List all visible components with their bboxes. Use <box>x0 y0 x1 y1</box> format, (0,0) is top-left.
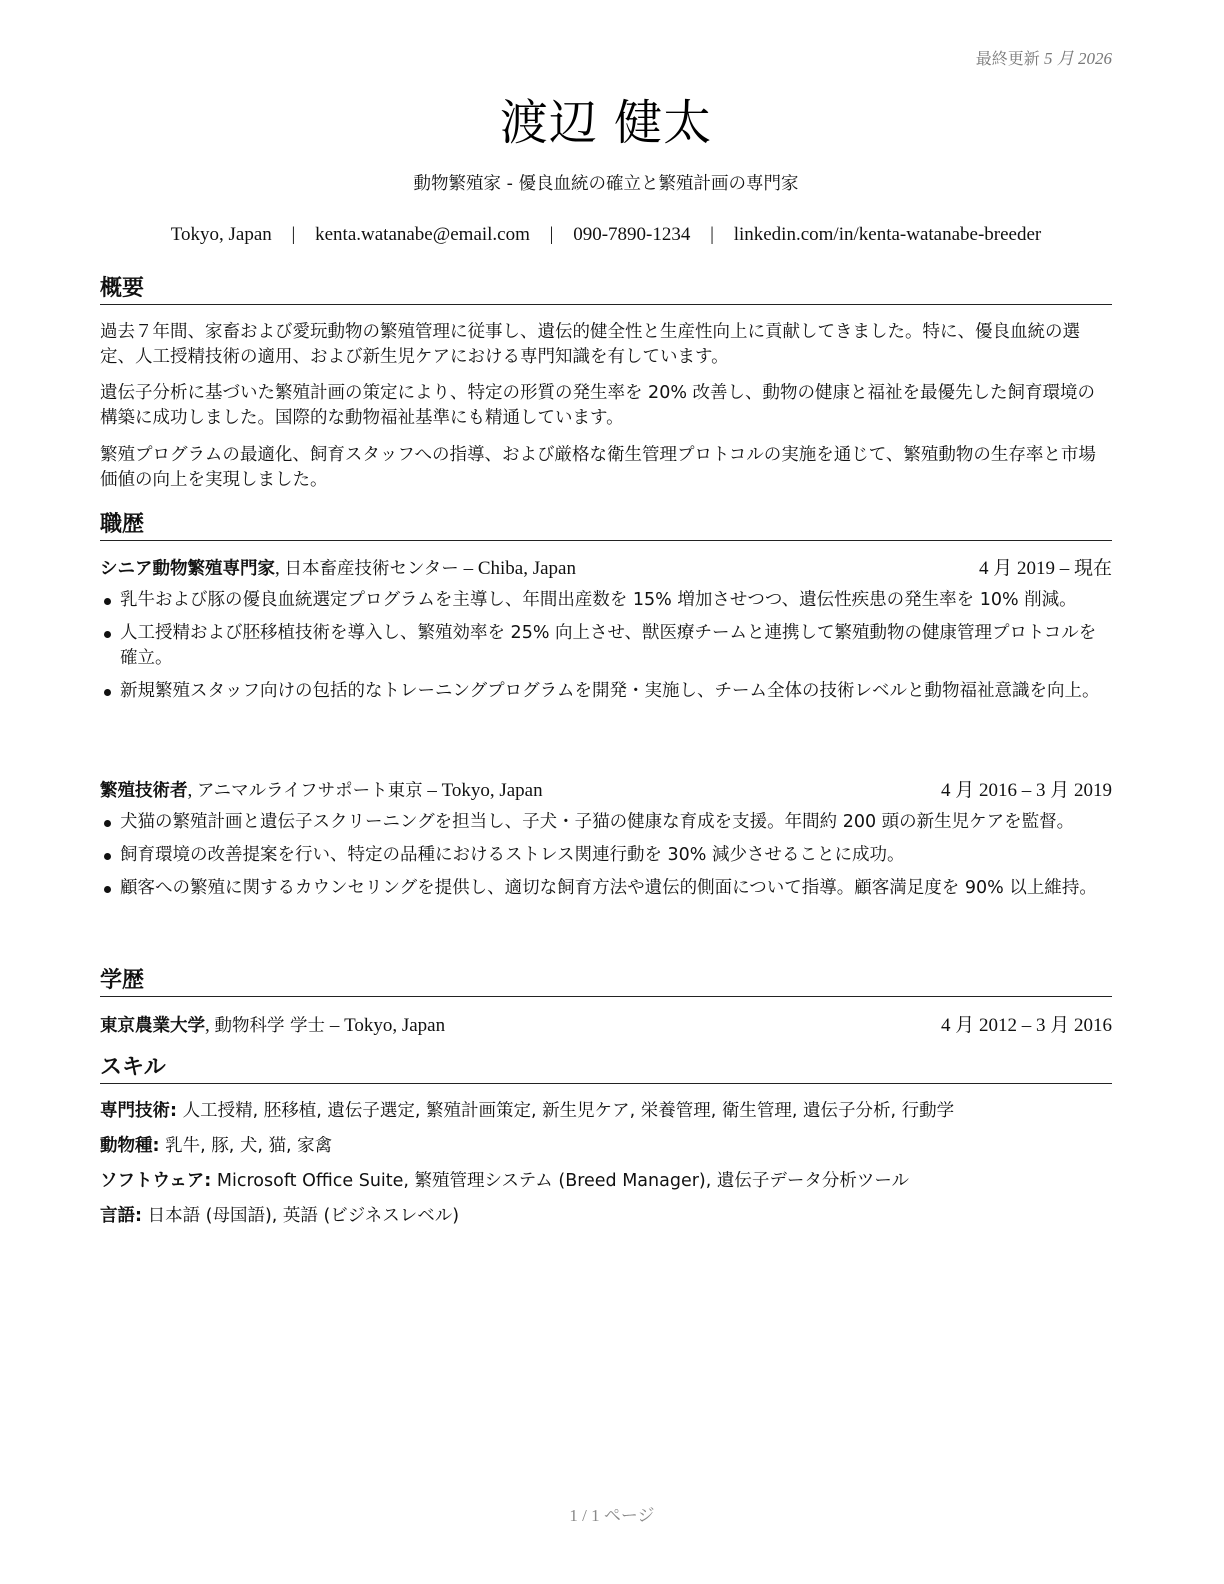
job-dates: 4 月 2019 – 現在 <box>978 558 1112 579</box>
page-number: 1 / 1 ページ <box>569 1506 655 1525</box>
last-updated-label: 最終更新 <box>975 49 1040 68</box>
contact-location: Tokyo, Japan <box>170 224 272 245</box>
job-title: 繁殖技術者 <box>100 781 188 801</box>
skill-value: 人工授精, 胚移植, 遺伝子選定, 繁殖計画策定, 新生児ケア, 栄養管理, 衛生管理, 遺伝子分析, 行動学 <box>182 1101 955 1121</box>
skill-value: 乳牛, 豚, 犬, 猫, 家禽 <box>165 1136 333 1156</box>
summary-heading: 概要 <box>100 275 1112 305</box>
summary-paragraph: 遺伝子分析に基づいた繁殖計画の策定により、特定の形質の発生率を 20% 改善し、動物の健康と福祉を最優先した飼育環境の構築に成功しました。国際的な動物福祉基準にも精通しています。 <box>100 383 1096 428</box>
job-header: シニア動物繁殖専門家, 日本畜産技術センター – Chiba, Japan 4 月 2019 – 現在 <box>100 556 1112 582</box>
summary-paragraph: 繁殖プログラムの最適化、飼育スタッフへの指導、および厳格な衛生管理プロトコルの実施を通じて、繁殖動物の生存率と市場価値の向上を実現しました。 <box>100 445 1096 490</box>
skill-label: ソフトウェア: <box>100 1171 212 1191</box>
skill-label: 専門技術: <box>100 1101 177 1121</box>
skill-value: Microsoft Office Suite, 繁殖管理システム (Breed Manager), 遺伝子データ分析ツール <box>216 1171 910 1191</box>
education-dates: 4 月 2012 – 3 月 2016 <box>940 1015 1112 1036</box>
job-bullets <box>100 810 1112 909</box>
job-header: 繁殖技術者, アニマルライフサポート東京 – Tokyo, Japan 4 月 2016 – 3 月 2019 <box>100 778 1112 804</box>
education-degree: 動物科学 学士 <box>214 1016 326 1036</box>
job-dates: 4 月 2016 – 3 月 2019 <box>940 780 1112 801</box>
skill-row <box>100 1099 1112 1124</box>
job-bullet: 乳牛および豚の優良血統選定プログラムを主導し、年間出産数を 15% 増加させつつ、遺伝性疾患の発生率を 10% 削減。 <box>100 588 1112 613</box>
resume-page <box>100 0 1112 1584</box>
candidate-tagline: 動物繁殖家 - 優良血統の確立と繁殖計画の専門家 <box>413 174 799 194</box>
last-updated <box>976 44 1112 69</box>
candidate-name: 渡辺 健太 <box>499 95 713 151</box>
job-bullet: 顧客への繁殖に関するカウンセリングを提供し、適切な飼育方法や遺伝的側面について指導。顧客満足度を 90% 以上維持。 <box>100 876 1112 901</box>
skill-row <box>100 1134 1112 1159</box>
job-location: Chiba, Japan <box>477 558 576 579</box>
job-bullet: 犬猫の繁殖計画と遺伝子スクリーニングを担当し、子犬・子猫の健康な育成を支援。年間約 200 頭の新生児ケアを監督。 <box>100 810 1112 835</box>
skill-row <box>100 1204 1112 1229</box>
summary-paragraph: 過去７年間、家畜および愛玩動物の繁殖管理に従事し、遺伝的健全性と生産性向上に貢献してきました。特に、優良血統の選定、人工授精技術の適用、および新生児ケアにおける専門知識を有しています。 <box>100 322 1080 367</box>
skill-label: 動物種: <box>100 1136 160 1156</box>
experience-heading: 職歴 <box>100 511 1112 541</box>
contact-separator: | <box>549 224 554 245</box>
job-title: シニア動物繁殖専門家 <box>100 559 275 579</box>
contact-email[interactable]: kenta.watanabe@email.com <box>315 224 530 245</box>
job-organization: 日本畜産技術センター <box>284 559 459 579</box>
job-bullet: 新規繁殖スタッフ向けの包括的なトレーニングプログラムを開発・実施し、チーム全体の技術レベルと動物福祉意識を向上。 <box>100 679 1112 704</box>
job-organization: アニマルライフサポート東京 <box>197 781 423 801</box>
education-school: 東京農業大学 <box>100 1016 205 1036</box>
job-location: Tokyo, Japan <box>441 780 543 801</box>
skill-label: 言語: <box>100 1206 142 1226</box>
education-location: Tokyo, Japan <box>344 1015 446 1036</box>
contact-line <box>100 224 1112 246</box>
education-heading: 学歴 <box>100 967 1112 997</box>
last-updated-date: 5 月 2026 <box>1044 49 1112 68</box>
contact-separator: | <box>291 224 296 245</box>
skill-row <box>100 1169 1112 1194</box>
contact-separator: | <box>710 224 714 245</box>
skill-value: 日本語 (母国語), 英語 (ビジネスレベル) <box>147 1206 460 1226</box>
job-bullet: 人工授精および胚移植技術を導入し、繁殖効率を 25% 向上させ、獣医療チームと連携して繁殖動物の健康管理プロトコルを確立。 <box>100 621 1112 671</box>
contact-linkedin[interactable]: linkedin.com/in/kenta-watanabe-breeder <box>733 224 1042 245</box>
education-entry: 東京農業大学, 動物科学 学士 – Tokyo, Japan 4 月 2012 – 3 月 2016 <box>100 1013 1112 1039</box>
skills-heading: スキル <box>100 1054 1112 1084</box>
job-bullet: 飼育環境の改善提案を行い、特定の品種におけるストレス関連行動を 30% 減少させることに成功。 <box>100 843 1112 868</box>
job-bullets <box>100 588 1112 712</box>
contact-phone[interactable]: 090-7890-1234 <box>573 224 691 245</box>
